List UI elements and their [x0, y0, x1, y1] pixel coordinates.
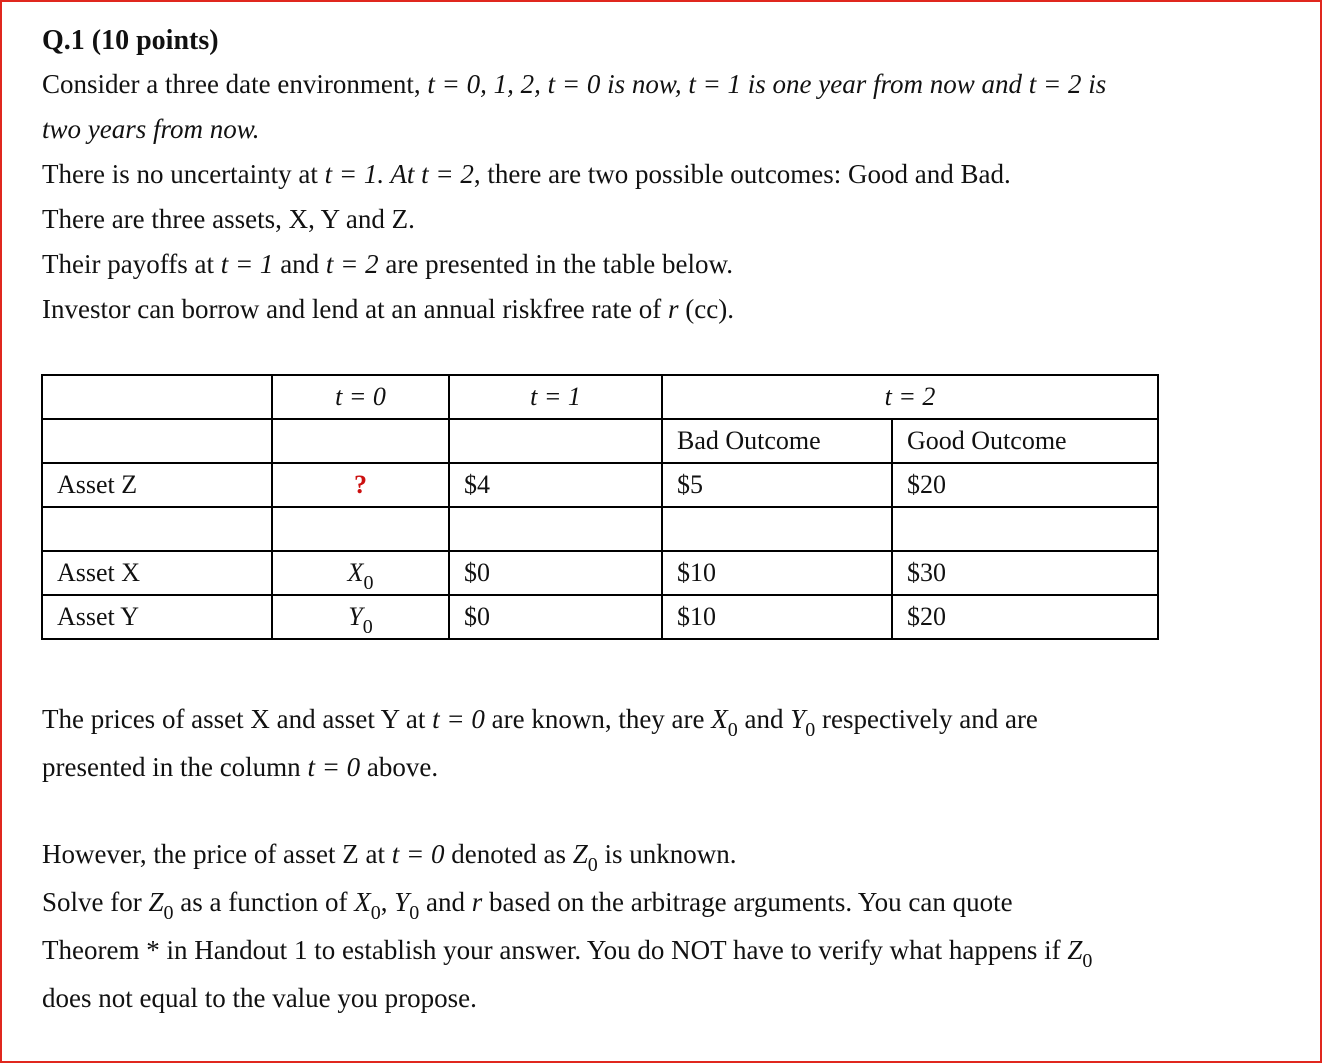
unknown-price: ?	[272, 463, 449, 507]
table-subheader-row	[42, 419, 1158, 463]
header-t0: t = 0	[272, 375, 449, 419]
table-cell	[272, 507, 449, 551]
table-cell	[42, 375, 272, 419]
task-line-1: However, the price of asset Z at t = 0 denoted as $Z_0$ is unknown.	[42, 839, 737, 876]
payoff-t1: $4	[449, 463, 662, 507]
table-row	[42, 595, 1158, 639]
header-t2: t = 2	[662, 375, 1158, 419]
asset-name: Asset X	[42, 551, 272, 595]
asset-name: Asset Y	[42, 595, 272, 639]
prices-line-1: The prices of asset X and asset Y at t = 0 are known, they are $X_0$ and $Y_0$ respectively and are	[42, 704, 1038, 741]
payoff-good: $20	[892, 463, 1158, 507]
subheader-bad: Bad Outcome	[662, 419, 892, 463]
intro-line-1: Consider a three date environment, t = 0, 1, 2, t = 0 is now, t = 1 is one year from now and t = 2 is	[42, 69, 1107, 99]
payoff-table	[41, 374, 1159, 640]
intro-line-2: two years from now.	[42, 114, 260, 144]
table-cell	[662, 507, 892, 551]
task-line-3: Theorem * in Handout 1 to establish your answer. You do NOT have to verify what happens if $Z_0$	[42, 935, 1093, 972]
table-row	[42, 551, 1158, 595]
price-x0: $X_0$	[272, 551, 449, 595]
intro-line-4: There are three assets, X, Y and Z.	[42, 204, 415, 234]
task-line-4: does not equal to the value you propose.	[42, 983, 477, 1013]
table-cell	[42, 507, 272, 551]
table-header-row	[42, 375, 1158, 419]
table-cell	[42, 419, 272, 463]
payoff-bad: $10	[662, 551, 892, 595]
question-intro	[42, 18, 1282, 332]
intro-line-5: Their payoffs at t = 1 and t = 2 are presented in the table below.	[42, 249, 734, 279]
prices-line-2: presented in the column t = 0 above.	[42, 752, 439, 782]
payoff-t1: $0	[449, 595, 662, 639]
intro-line-3: There is no uncertainty at t = 1. At t = 2, there are two possible outcomes: Good and Bad.	[42, 159, 1011, 189]
table-cell	[449, 507, 662, 551]
task-paragraph	[42, 832, 1282, 1021]
payoff-bad: $5	[662, 463, 892, 507]
payoff-bad: $10	[662, 595, 892, 639]
table-cell	[449, 419, 662, 463]
task-line-2: Solve for $Z_0$ as a function of $X_0$, $Y_0$ and r based on the arbitrage arguments. You can quote	[42, 887, 1013, 924]
payoff-good: $30	[892, 551, 1158, 595]
subheader-good: Good Outcome	[892, 419, 1158, 463]
payoff-t1: $0	[449, 551, 662, 595]
asset-name: Asset Z	[42, 463, 272, 507]
question-title: Q.1 (10 points)	[42, 25, 219, 56]
table-empty-row	[42, 507, 1158, 551]
payoff-good: $20	[892, 595, 1158, 639]
table-cell	[272, 419, 449, 463]
header-t1: t = 1	[449, 375, 662, 419]
intro-line-6: Investor can borrow and lend at an annual riskfree rate of r (cc).	[42, 294, 734, 324]
table-row	[42, 463, 1158, 507]
price-y0: $Y_0$	[272, 595, 449, 639]
prices-paragraph	[42, 697, 1282, 790]
table-cell	[892, 507, 1158, 551]
